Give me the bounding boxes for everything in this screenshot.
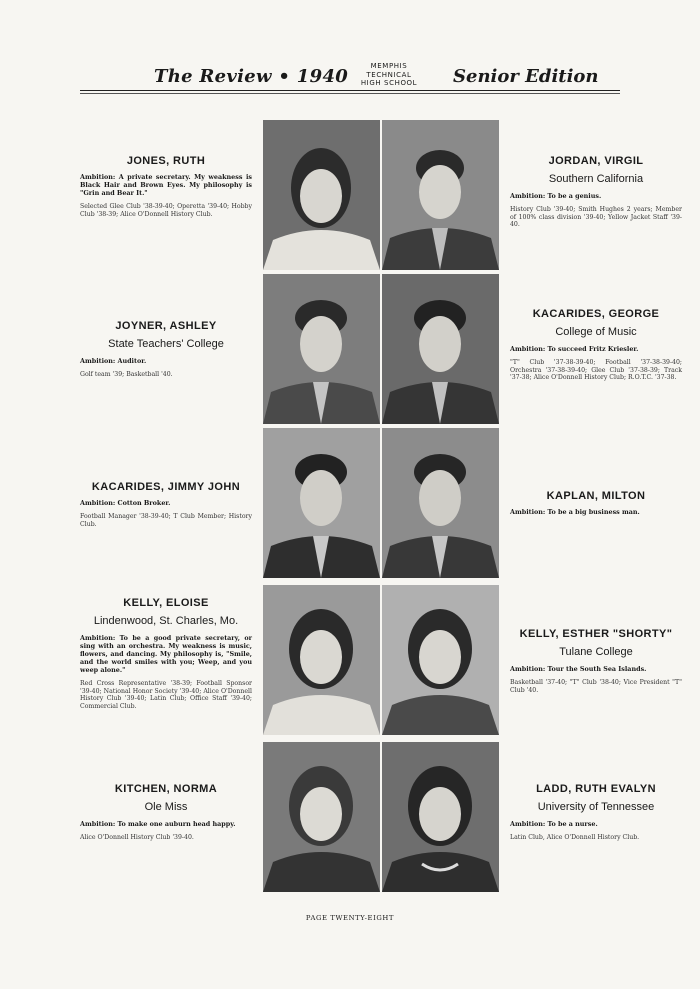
senior-entry [80, 597, 252, 710]
college-name: Tulane College [559, 646, 633, 658]
student-name: JOYNER, ASHLEY [115, 320, 217, 332]
ambition-text: Ambition: A private secretary. My weakness is Black Hair and Brown Eyes. My philosophy is "Grin and Bear It." [80, 173, 252, 197]
ambition-text: Ambition: To be a nurse. [510, 820, 598, 828]
student-name: LADD, RUTH EVALYN [536, 783, 656, 795]
school-name-block [358, 62, 420, 88]
header-rule [80, 90, 620, 91]
senior-entry [510, 308, 682, 382]
college-name: Ole Miss [144, 801, 188, 813]
activities-text: Latin Club, Alice O'Donnell History Club. [510, 834, 640, 841]
portrait-photo-kelly-esther [382, 585, 499, 735]
student-name: KACARIDES, JIMMY JOHN [91, 481, 241, 493]
student-name: JORDAN, VIRGIL [548, 155, 644, 167]
portrait-photo-kelly-eloise [263, 585, 380, 735]
activities-text: "T" Club '37-38-39-40; Football '37-38-39-40; Orchestra '37-38-39-40; Glee Club '37-38-39; Track '37-38; Alice O'Donnell History Club; R.O.T.C. '37-38. [510, 359, 682, 382]
ambition-text: Ambition: To be a good private secretary, or sing with an orchestra. My weakness is music, flowers, and dancing. My philosophy is, "Smile, and the world smiles with you; Weep, and you weep alone." [80, 634, 252, 674]
senior-entry [510, 490, 682, 522]
page-number: PAGE TWENTY-EIGHT [305, 914, 395, 922]
student-name: KELLY, ELOISE [123, 597, 209, 609]
ambition-text: Ambition: To be a big business man. [510, 508, 640, 516]
portrait-photo-ladd-ruth-evalyn [382, 742, 499, 892]
ambition-text: Ambition: Auditor. [80, 357, 147, 365]
ambition-text: Ambition: To succeed Fritz Kriesler. [510, 345, 639, 353]
ambition-text: Ambition: To make one auburn head happy. [80, 820, 236, 828]
college-name: College of Music [555, 326, 637, 338]
senior-entry [80, 155, 252, 218]
header-rule-thin [80, 93, 620, 94]
student-name: KAPLAN, MILTON [546, 490, 646, 502]
senior-entry [80, 783, 252, 842]
school-line: MEMPHIS [370, 62, 408, 70]
portrait-photo-joyner-ashley [263, 274, 380, 424]
college-name: Lindenwood, St. Charles, Mo. [93, 615, 239, 627]
activities-text: Golf team '39; Basketball '40. [80, 371, 173, 378]
activities-text: History Club '39-40; Smith Hughes 2 years; Member of 100% class division '39-40; Yellow Jacket Staff '39-40. [510, 206, 682, 229]
college-name: University of Tennessee [537, 801, 655, 813]
student-name: KITCHEN, NORMA [114, 783, 218, 795]
portrait-photo-kitchen-norma [263, 742, 380, 892]
activities-text: Selected Glee Club '38-39-40; Operetta '39-40; Hobby Club '38-39; Alice O'Donnell History Club. [80, 203, 252, 218]
activities-text: Alice O'Donnell History Club '39-40. [80, 834, 194, 841]
portrait-photo-jones-ruth [263, 120, 380, 270]
senior-entry [510, 155, 682, 229]
school-line: HIGH SCHOOL [360, 79, 418, 87]
student-name: JONES, RUTH [126, 155, 206, 167]
college-name: Southern California [548, 173, 644, 185]
ambition-text: Ambition: Cotton Broker. [80, 499, 171, 507]
senior-entry [510, 628, 682, 694]
edition-title: Senior Edition [453, 66, 599, 87]
student-name: KACARIDES, GEORGE [532, 308, 660, 320]
portrait-photo-kacarides-george [382, 274, 499, 424]
school-line: TECHNICAL [366, 70, 412, 79]
senior-entry [80, 481, 252, 528]
college-name: State Teachers' College [108, 338, 224, 350]
publication-title: The Review • 1940 [154, 66, 349, 87]
student-name: KELLY, ESTHER "SHORTY" [519, 628, 673, 640]
activities-text: Red Cross Representative '38-39; Football Sponsor '39-40; National Honor Society '39-40; Alice O'Donnell History Club '39-40; Latin Club; Office Staff '39-40; Commercial Club. [80, 680, 252, 710]
senior-entry [510, 783, 682, 842]
ambition-text: Ambition: To be a genius. [510, 192, 602, 200]
activities-text: Football Manager '38-39-40; T Club Member; History Club. [80, 513, 252, 528]
activities-text: Basketball '37-40; "T" Club '38-40; Vice President "T" Club '40. [510, 679, 682, 694]
senior-entry [80, 320, 252, 379]
portrait-photo-kacarides-jimmy-john [263, 428, 380, 578]
portrait-photo-kaplan-milton [382, 428, 499, 578]
ambition-text: Ambition: Tour the South Sea Islands. [510, 665, 647, 673]
portrait-photo-jordan-virgil [382, 120, 499, 270]
